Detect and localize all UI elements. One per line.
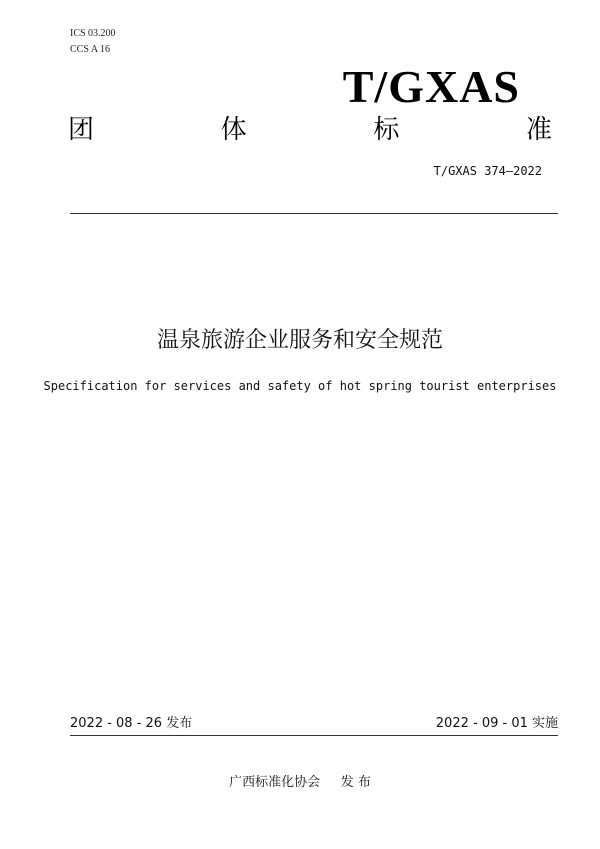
document-title-chinese: 温泉旅游企业服务和安全规范 (156, 328, 443, 353)
document-title-english: Specification for services and safety of hot spring tourist enterprises (43, 379, 557, 393)
standard-type-char: 标 (373, 115, 400, 145)
ccs-code: CCS A 16 (70, 44, 111, 55)
header-divider (70, 213, 558, 214)
ics-code: ICS 03.200 (70, 28, 116, 39)
standard-brand-logo: T/GXAS (342, 61, 520, 112)
publisher-line: 广西标准化协会 发 布 (229, 775, 371, 790)
footer-divider (70, 735, 558, 736)
implementation-date: 2022 - 09 - 01 实施 (435, 716, 558, 731)
release-date: 2022 - 08 - 26 发布 (70, 716, 193, 731)
standard-type-char: 准 (525, 115, 552, 145)
document-number: T/GXAS 374—2022 (433, 164, 542, 178)
standard-type-char: 体 (220, 115, 247, 145)
standard-type-heading (68, 114, 552, 146)
standard-type-char: 团 (68, 115, 95, 145)
